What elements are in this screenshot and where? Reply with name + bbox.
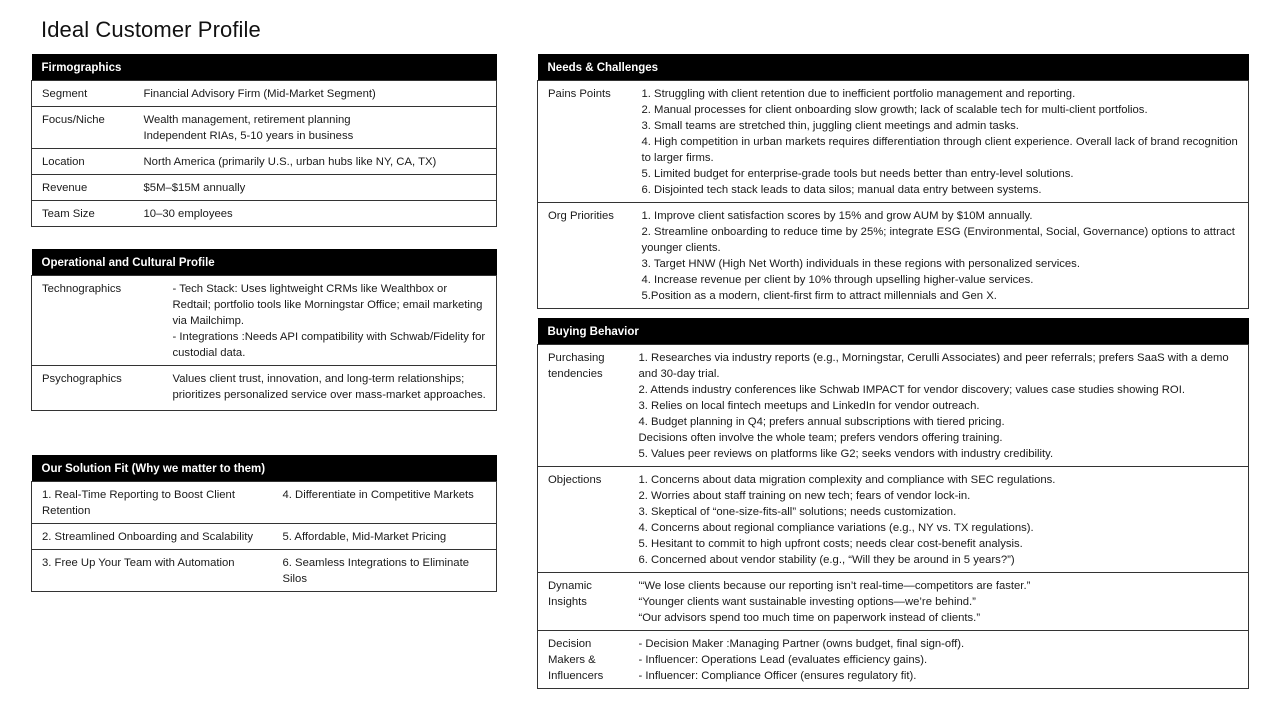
table-row [538,466,1249,572]
row-value: '“We lose clients because our reporting isn’t real-time—competitors are faster.” “Younger clients want sustainable investing options—we’re behind.” “Our advisors spend too much time on paperwork instead of clients.” [629,572,1249,630]
row-value: 1. Struggling with client retention due to inefficient portfolio management and reporting. 2. Manual processes for client onboarding slow growth; lack of scalable tech for multi-client portfolios. 3. Small teams are stretched thin, juggling client meetings and admin tasks. 4. High competition in urban markets requires differentiation through client experience. Overall lack of brand recognition to larger firms. 5. Limited budget for enterprise-grade tools but needs better than entry-level solutions. 6. Disjointed tech stack leads to data silos; manual data entry between systems. [632,80,1249,202]
page-title: Ideal Customer Profile [41,17,261,42]
table-row [32,80,497,106]
table-row [538,202,1249,308]
solution-item: 4. Differentiate in Competitive Markets [273,481,497,523]
buying-behavior-table [537,318,1249,689]
table-row [32,174,497,200]
row-value: 1. Improve client satisfaction scores by 15% and grow AUM by $10M annually. 2. Streamline onboarding to reduce time by 25%; integrate ESG (Environmental, Social, Governance) options to attract younger clients. 3. Target HNW (High Net Worth) individuals in these regions with personalized services. 4. Increase revenue per client by 10% through upselling higher-value services. 5.Position as a modern, client-first firm to attract millennials and Gen X. [632,202,1249,308]
buying-behavior-header: Buying Behavior [538,318,1249,344]
row-value: 1. Researches via industry reports (e.g., Morningstar, Cerulli Associates) and peer referrals; prefers SaaS with a demo and 30-day trial. 2. Attends industry conferences like Schwab IMPACT for vendor discovery; values case studies showing ROI. 3. Relies on local fintech meetups and LinkedIn for vendor outreach. 4. Budget planning in Q4; prefers annual subscriptions with tiered pricing. Decisions often involve the whole team; prefers vendors offering training. 5. Values peer reviews on platforms like G2; seeks vendors with industry credibility. [629,344,1249,466]
row-value: Financial Advisory Firm (Mid-Market Segment) [134,80,497,106]
solution-fit-table [31,455,497,592]
row-value: - Tech Stack: Uses lightweight CRMs like Wealthbox or Redtail; portfolio tools like Morningstar Office; email marketing via Mailchimp. - Integrations :Needs API compatibility with Schwab/Fidelity for custodial data. [163,275,497,365]
row-value: - Decision Maker :Managing Partner (owns budget, final sign-off). - Influencer: Operations Lead (evaluates efficiency gains). - Influencer: Compliance Officer (ensures regulatory fit). [629,630,1249,688]
table-row [538,80,1249,202]
row-label: Segment [32,80,134,106]
operational-profile-table [31,249,497,411]
needs-challenges-header: Needs & Challenges [538,54,1249,80]
row-label: Dynamic Insights [538,572,629,630]
table-row [538,572,1249,630]
solution-item: 6. Seamless Integrations to Eliminate Silos [273,549,497,591]
row-value: Values client trust, innovation, and long-term relationships; prioritizes personalized service over mass-market approaches. [163,365,497,410]
row-label: Revenue [32,174,134,200]
row-label: Team Size [32,200,134,226]
row-label: Purchasing tendencies [538,344,629,466]
row-label: Technographics [32,275,163,365]
row-value: Wealth management, retirement planning Independent RIAs, 5-10 years in business [134,106,497,148]
row-label: Pains Points [538,80,632,202]
row-value: 1. Concerns about data migration complexity and compliance with SEC regulations. 2. Worries about staff training on new tech; fears of vendor lock-in. 3. Skeptical of “one-size-fits-all” solutions; needs customization. 4. Concerns about regional compliance variations (e.g., NY vs. TX regulations). 5. Hesitant to commit to high upfront costs; needs clear cost-benefit analysis. 6. Concerned about vendor stability (e.g., “Will they be around in 5 years?”) [629,466,1249,572]
row-label: Decision Makers & Influencers [538,630,629,688]
row-label: Psychographics [32,365,163,410]
row-label: Org Priorities [538,202,632,308]
table-row [32,549,497,591]
operational-profile-header: Operational and Cultural Profile [32,249,497,275]
table-row [32,275,497,365]
needs-challenges-table [537,54,1249,309]
row-label: Location [32,148,134,174]
firmographics-header: Firmographics [32,54,497,80]
table-row [32,200,497,226]
table-row [32,106,497,148]
table-row [538,344,1249,466]
solution-item: 5. Affordable, Mid-Market Pricing [273,523,497,549]
row-label: Objections [538,466,629,572]
row-value: $5M–$15M annually [134,174,497,200]
row-value: North America (primarily U.S., urban hubs like NY, CA, TX) [134,148,497,174]
firmographics-table [31,54,497,227]
solution-item: 2. Streamlined Onboarding and Scalability [32,523,273,549]
row-label: Focus/Niche [32,106,134,148]
table-row [32,365,497,410]
solution-item: 1. Real-Time Reporting to Boost Client Retention [32,481,273,523]
row-value: 10–30 employees [134,200,497,226]
table-row [32,148,497,174]
table-row [32,481,497,523]
table-row [538,630,1249,688]
solution-fit-header: Our Solution Fit (Why we matter to them) [32,455,497,481]
solution-item: 3. Free Up Your Team with Automation [32,549,273,591]
table-row [32,523,497,549]
